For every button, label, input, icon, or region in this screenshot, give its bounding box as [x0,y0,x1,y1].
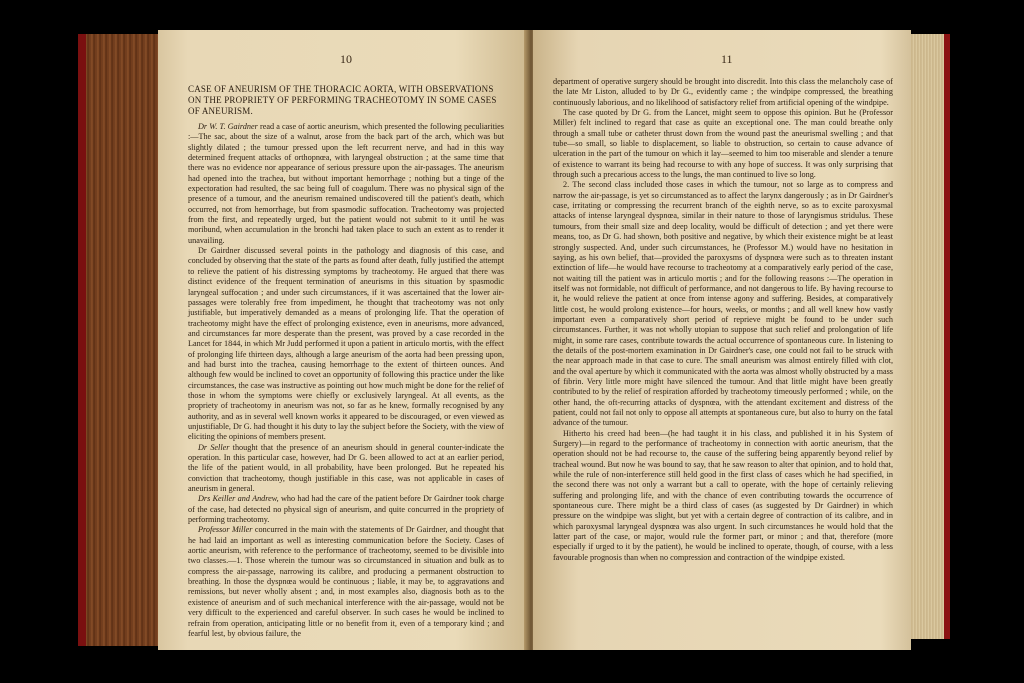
page-edges-left [78,34,164,646]
speaker-name: Drs Keiller and Andrew, [198,494,279,504]
speaker-name: Dr Seller [198,442,230,452]
paragraph [553,429,893,563]
right-page [533,30,911,650]
paragraph [188,525,504,639]
paragraph [188,443,504,495]
right-page-text [553,77,893,563]
left-page [158,30,530,650]
paragraph-text: thought that the presence of an aneurism should in general counter-indicate the operation. In this particular case, however, had Dr G. been allowed to act at an earlier period, the life of the patient would, in all probability, have been prolonged. But he repeated his conviction that tracheotomy, though justifiable in this case, was not applicable in cases of aneurism in general. [188,442,504,494]
paragraph [553,77,893,108]
page-number: 10 [340,52,352,66]
paragraph-text: who had had the care of the patient before Dr Gairdner took charge of the case, had detected no physical sign of aneurism, and quite concurred in the propriety of performing tracheotomy. [188,494,504,525]
paragraph-text: Hitherto his creed had been—(he had taught it in his class, and published it in his System of Surgery)—in regard to the performance of tracheotomy in connection with aortic aneurism, that the operation should not be had recourse to, the cause of the suffering being apparently beyond relief by tracheal wound. But now he was bound to say, that he saw reason to alter that opinion, and to hold that, while the rule of non-interference still held good in the first class of cases which he had specified, in the second there was not only a warrant but a call to operate, with the hope of certainly relieving suffering and prolonging life, and with the chance of even contributing towards the occurrence of spontaneous cure. There might be a third class of cases (as suggested by Dr Gairdner) in which pressure on the windpipe was slight, but yet with a certain degree of contraction of its calibre, and in which paroxysmal laryngeal dyspnœa was also urgent. In such circumstances he would hold that the latter part of the case, or major, would rule the former part, or minor ; and that, therefore (more especially if urged to it by the patient), he would be inclined to operate, though, of course, with a less favourable prognosis than when no compression and contraction of the windpipe existed. [553,428,893,562]
article-heading: CASE OF ANEURISM OF THE THORACIC AORTA, WITH OBSERVATIONS ON THE PROPRIETY OF PERFORMING TRACHEOTOMY IN SOME CASES OF ANEURISM. [188,84,497,116]
page-number: 11 [721,52,733,66]
paragraph [188,122,504,246]
paragraph [553,180,893,428]
paragraph [188,494,504,525]
speaker-name: Professor Miller [198,525,253,535]
paragraph-text: read a case of aortic aneurism, which presented the following peculiarities :—The sac, about the size of a walnut, arose from the back part of the arch, which was but slightly dilated ; the tumour pressed upon the left recurrent nerve, and had in this way determined frequent attacks of orthopnœa, with laryngeal obstruction ; at the same time that there was no evidence nor appearance of serious pressure upon the air-passages. The aneurism had opened into the trachea, but without important hemorrhage ; nothing but a tinge of the expectoration had resulted, the sac being full of coagulum. There was no physical sign of the presence of a tumour, and the aneurism remained undiscovered till the patient's death, which occurred, not from hemorrhage, but from spasmodic suffocation. Tracheotomy was projected from the first, and repeatedly urged, but the patient would not submit to it until he was moribund, when accumulation in the bronchi had taken place to such an extent as to render it unavailing. [188,122,504,245]
paragraph [188,246,504,443]
paragraph [553,108,893,180]
paragraph-text: The case quoted by Dr G. from the Lancet, might seem to oppose this opinion. But he (Professor Miller) felt inclined to regard that case as quite an exceptional one. The man could breathe only through a small tube or catheter thrust down from the wound past the aneurismal swelling ; and that tube—so small, so liable to displacement, so liable to obstruction, so certain to cause advance of ulceration in the part of the tumour on which it lay—seemed to him too miserable and slender a tenure of existence to warrant its being had recourse to with any hope of success. It was only surprising that through such a precarious access to the lungs, the man continued to live so long. [553,108,893,180]
paragraph-text: concurred in the main with the statements of Dr Gairdner, and thought that he had laid an important as well as interesting communication before the Society. Cases of aortic aneurism, with reference to the performance of tracheotomy, seemed to be divisible into two classes.—1. Those wherein the tumour was so circumstanced in situation and bulk as to compress the air-passage, narrowing its calibre, and producing a permanent obstruction to breathing. In those the dyspnœa would be continuous ; liable, it may be, to aggravations and remissions, but never wholly absent ; and, in most examples also, diagnosis both as to the existence of aneurism and of such mechanical interference with the air-passage, would not be very difficult to the experienced and careful observer. In such cases he would be inclined to refrain from operation, anticipating little or no benefit from it, even of a temporary kind ; and fearful lest, by obvious failure, the [188,525,504,638]
paragraph-text: 2. The second class included those cases in which the tumour, not so large as to compress and narrow the air-passage, is yet so circumstanced as to affect the larynx dangerously ; as in Dr Gairdner's case, irritating or compressing the recurrent branch of the eighth nerve, so as to excite paroxysmal attacks of intense laryngeal dyspnœa, similar in their nature to those of laryngismus stridulus. These tumours, from their small size and deep locality, would be difficult of detection ; and yet there were means, too, as Dr G. had shown, both positive and negative, by which their existence might be at least strongly suspected. And, under such circumstances, he (Professor M.) would have no hesitation in saying, as his own belief, that—provided the paroxysms of dyspnœa were such as to threaten instant extinction of life—he would have recourse to tracheotomy at a comparatively early period of the case, not waiting till the patient was in articulo mortis ; and for the following reasons :—The operation in itself was not formidable, not difficult of performance, and not dangerous to life. By having recourse to it, he would relieve the patient at once from intense agony and suffering. Besides, at comparatively little cost, he would prolong existence—for hours, weeks, or months ; and all well knew how vastly important even a comparatively short period of reprieve might be found to be under such circumstances. Further, it was not wholly utopian to suppose that such relief and prolongation of life might, in some rare cases, contribute towards the actual occurrence of spontaneous cure. In listening to the details of the post-mortem examination in Dr Gairdner's case, one could not fail to be struck with the near approach made in that case to cure. The small aneurism was almost entirely filled with clot, and the oval aperture by which it communicated with the aorta was almost wholly obstructed by a mass of fibrin. Very little more might have silenced the tumour. And that little might have been greatly contributed to by the relief of respiration afforded by tracheotomy timeously performed ; while, on the other hand, the oft-recurring attacks of dyspnœa, with the attendant excitement and distress of the patient, could not fail not only to oppose all attempts at spontaneous cure, but also to hurry on the fatal advance of the tumour. [553,180,893,428]
paragraph-text: Dr Gairdner discussed several points in the pathology and diagnosis of this case, and concluded by observing that the state of the parts as found after death, fully justified the attempt to relieve the patient of his distressing symptoms by tracheotomy. He argued that there was distinct evidence of the frequent termination of aneurisms in this situation by spasmodic laryngeal suffocation ; and under such circumstances, if it was ascertained that the lower air-passages were tolerably free from impediment, he thought that tracheotomy was not only justifiable, but imperatively demanded as a means of prolonging life. That the operation of tracheotomy might have the effect of prolonging existence, even in aneurisms, more advanced, and circumstances far more desperate than the present, was proved by a case recorded in the Lancet for 1844, in which Mr Judd performed it upon a patient in articulo mortis, with the effect of prolonging life thirteen days, although a large aneurism of the aorta had been pressing upon, and had burst into the trachea, causing hemorrhage to the extent of thirteen ounces. And although few would be inclined to covet an opportunity of following this practice under the like circumstances, the case was instructive as pointing out how much might be done for the relief of those in whom the symptoms were chiefly or exclusively laryngeal. At all events, as the propriety of tracheotomy in aneurism was not, so far as he knew, formally recognised by any authority, and as in several well known works it appeared to be discouraged, or even viewed as unjustifiable, Dr G. had thought it his duty to lay the subject before the Society, with the view of eliciting the opinions of members present. [188,246,504,442]
speaker-name: Dr W. T. Gairdner [198,122,258,131]
left-page-text [188,84,504,639]
paragraph-text: department of operative surgery should be brought into discredit. Into this class the melancholy case of the late Mr Liston, alluded to by Dr G., evidently came ; the windpipe compressed, the breathing continuously laborious, and no likelihood of satisfactory relief from artificial opening of the windpipe. [553,77,893,107]
page-edges-right [906,34,950,639]
